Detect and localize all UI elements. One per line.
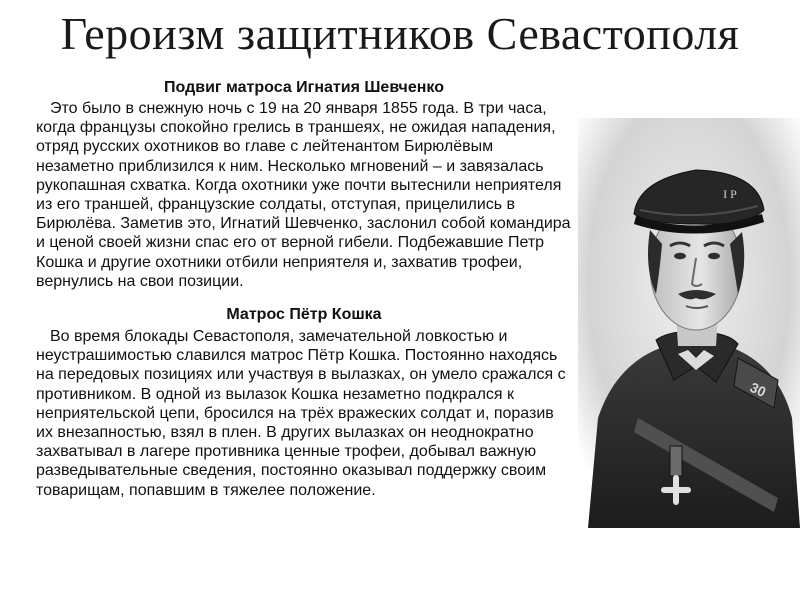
- text-column: [36, 78, 572, 600]
- sailor-portrait-image: [578, 118, 800, 528]
- paragraph-koshka: Во время блокады Севастополя, замечательной ловкостью и неустрашимостью славился матрос Пётр Кошка. Постоянно находясь на передовых позициях или участвуя в вылазках, он умело сражался с противником. В одной из вылазок Кошка незаметно подкрался к неприятельской цепи, бросился на трёх вражеских солдат и, поразив их внезапностью, взял в плен. В других вылазках он неоднократно захватывал в лагере противника ценные трофеи, добывал важную разведывательные сведения, постоянно оказывал поддержку своим товарищам, попавшим в тяжелее положение.: [36, 328, 566, 499]
- section-heading-koshka: Матрос Пётр Кошка: [226, 306, 382, 324]
- cap-badge-text: I P: [723, 187, 737, 201]
- slide-title: Героизм защитников Севастополя: [60, 8, 740, 59]
- portrait-drawing: [578, 118, 800, 528]
- collar-number: 30: [747, 378, 769, 401]
- section-heading-shevchenko: Подвиг матроса Игнатия Шевченко: [164, 79, 444, 96]
- paragraph-shevchenko: Это было в снежную ночь с 19 на 20 января 1855 года. В три часа, когда французы спокойно грелись в траншеях, не ожидая нападения, отряд русских охотников во главе с лейтенантом Бирюлёвым незаметно приблизился к ним. Несколько мгновений – и завязалась рукопашная схватка. Когда охотники уже почти вытеснили неприятеля из его траншей, французские солдаты, отступая, прицелились в Бирюлёва. Заметив это, Игнатий Шевченко, заслонил собой командира и ценой своей жизни спас его от верной гибели. Подбежавшие Петр Кошка и другие охотники отбили неприятеля и, захватив трофеи, вернулись на свои позиции.: [36, 100, 571, 290]
